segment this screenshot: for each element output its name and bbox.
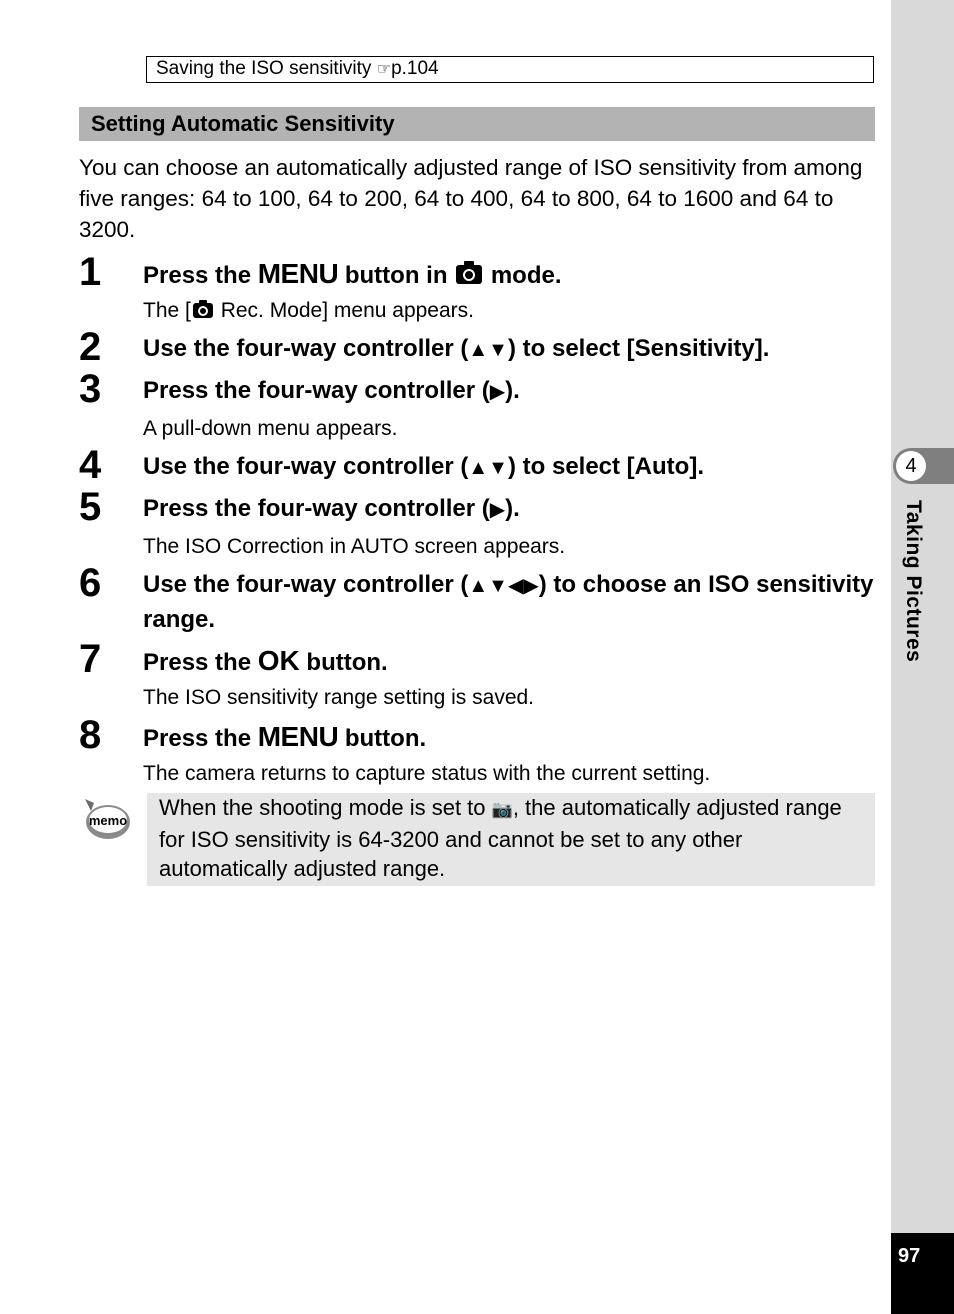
menu-button-label: MENU — [257, 258, 339, 289]
step-description: The ISO sensitivity range setting is saved. — [143, 686, 535, 709]
section-heading: Setting Automatic Sensitivity — [79, 107, 875, 141]
step-title: Use the four-way controller (▲▼) to select [Sensitivity]. — [143, 335, 770, 362]
up-down-arrow-icon: ▲▼ — [468, 457, 508, 479]
step-number: 8 — [79, 713, 102, 757]
step-description: The [ Rec. Mode] menu appears. — [143, 299, 474, 322]
right-arrow-icon: ▶ — [489, 499, 506, 521]
step-description: A pull-down menu appears. — [143, 417, 398, 440]
step-title: Press the OK button. — [143, 645, 388, 676]
step-title: Use the four-way controller (▲▼) to select [Auto]. — [143, 453, 704, 480]
memo-icon — [82, 797, 132, 843]
pointing-hand-icon: ☞ — [376, 61, 392, 78]
step-number: 2 — [79, 325, 102, 369]
step-number: 3 — [79, 367, 102, 411]
chapter-number: 4 — [896, 451, 926, 481]
step-number: 6 — [79, 561, 102, 605]
svg-text:memo: memo — [88, 813, 128, 828]
step-title: Press the four-way controller (▶). — [143, 377, 520, 404]
step-description: The ISO Correction in AUTO screen appears. — [143, 535, 566, 558]
right-arrow-icon: ▶ — [489, 381, 506, 403]
step-number: 7 — [79, 637, 102, 681]
reference-text: Saving the ISO sensitivity — [156, 58, 377, 79]
camera-icon — [456, 265, 482, 284]
chapter-title: Taking Pictures — [902, 500, 925, 663]
scene-mode-icon: 📷 — [491, 800, 513, 819]
menu-button-label: MENU — [257, 721, 339, 752]
camera-icon — [193, 303, 213, 318]
step-description: The camera returns to capture status with the current setting. — [143, 762, 711, 785]
memo-note: When the shooting mode is set to 📷, the automatically adjusted range for ISO sensitivity is 64-3200 and cannot be set to any other automatically adjusted range. — [147, 793, 875, 886]
up-down-arrow-icon: ▲▼ — [468, 339, 508, 361]
step-number: 5 — [79, 485, 102, 529]
ok-button-label: OK — [257, 645, 300, 676]
intro-paragraph: You can choose an automatically adjusted range of ISO sensitivity from among five ranges: 64 to 100, 64 to 200, 64 to 400, 64 to 800, 64 to 1600 and 64 to 3200. — [79, 155, 863, 242]
reference-page: p.104 — [391, 58, 439, 79]
four-way-arrow-icon: ▲▼◀▶ — [468, 575, 539, 597]
page-number: 97 — [898, 1245, 921, 1267]
step-title: Use the four-way controller (▲▼◀▶) to choose an ISO sensitivity range. — [143, 571, 874, 633]
step-number: 4 — [79, 443, 102, 487]
cross-reference[interactable] — [146, 56, 874, 83]
step-title: Press the four-way controller (▶). — [143, 495, 520, 522]
step-title: Press the MENU button. — [143, 721, 427, 752]
step-number: 1 — [79, 250, 102, 294]
step-title: Press the MENU button in mode. — [143, 258, 562, 289]
